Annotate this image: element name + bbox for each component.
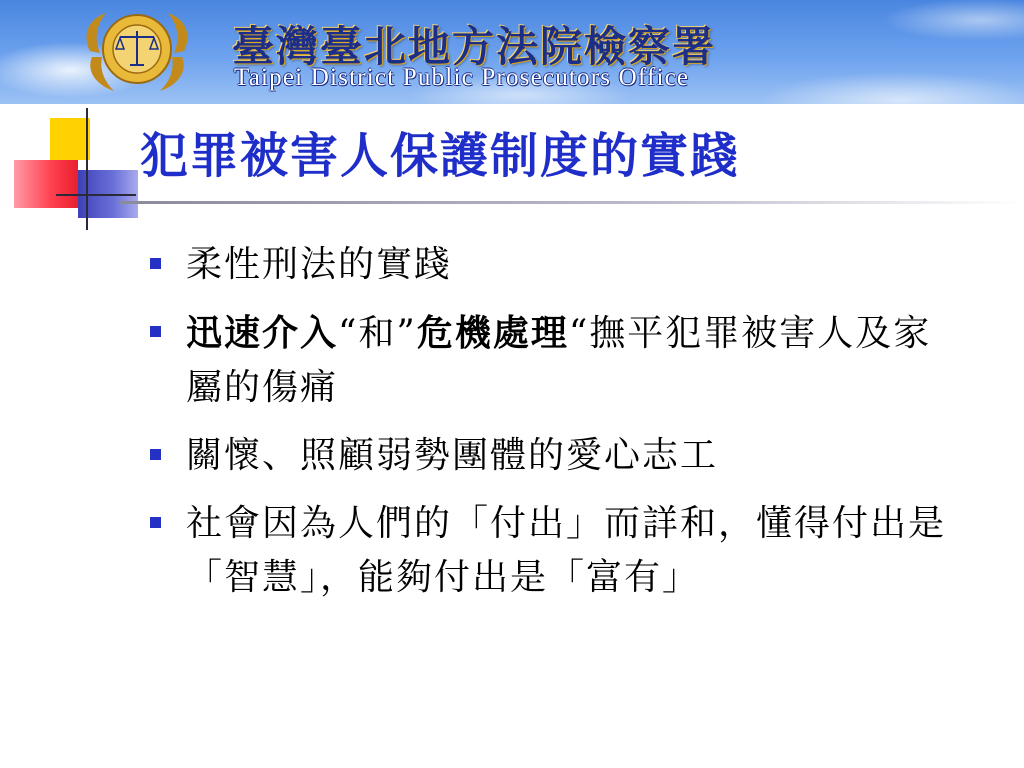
banner-title-english: Taipei District Public Prosecutors Office: [234, 64, 690, 91]
bullet-item: [148, 429, 968, 483]
bullet-text-part: “撫平犯罪被害人及家屬的傷痛: [186, 313, 932, 408]
slide-title: 犯罪被害人保護制度的實踐: [140, 128, 741, 184]
banner-title-chinese: 臺灣臺北地方法院檢察署: [232, 22, 717, 71]
decor-horizontal-line: [56, 194, 136, 196]
decor-red-square: [14, 160, 78, 208]
bullet-text-part: 關懷、照顧弱勢團體的愛心志工: [186, 435, 719, 476]
title-underline: [120, 201, 1020, 204]
header-banner: [0, 0, 1024, 104]
bullet-square-icon: [150, 517, 161, 528]
bullet-square-icon: [150, 326, 161, 337]
decor-yellow-square: [50, 118, 90, 160]
bullet-item: [148, 306, 968, 415]
bullet-text-part: “和”: [338, 313, 417, 354]
bullet-text: [186, 238, 968, 292]
bullet-text: [186, 497, 968, 605]
bullet-text-bold: 危機處理: [416, 312, 569, 354]
bullet-text-part: 社會因為人們的「付出」而詳和，懂得付出是「智慧」，能夠付出是「富有」: [186, 503, 947, 598]
bullet-list: [148, 238, 968, 619]
decor-vertical-line: [86, 108, 88, 230]
bullet-text: [186, 306, 968, 415]
bullet-item: [148, 238, 968, 292]
scales-of-justice-emblem-icon: [72, 5, 202, 97]
bullet-text-bold: 迅速介入: [186, 312, 339, 354]
bullet-item: [148, 497, 968, 605]
bullet-square-icon: [150, 449, 161, 460]
bullet-square-icon: [150, 258, 161, 269]
bullet-text-part: 柔性刑法的實踐: [186, 244, 453, 285]
bullet-text: [186, 429, 968, 483]
